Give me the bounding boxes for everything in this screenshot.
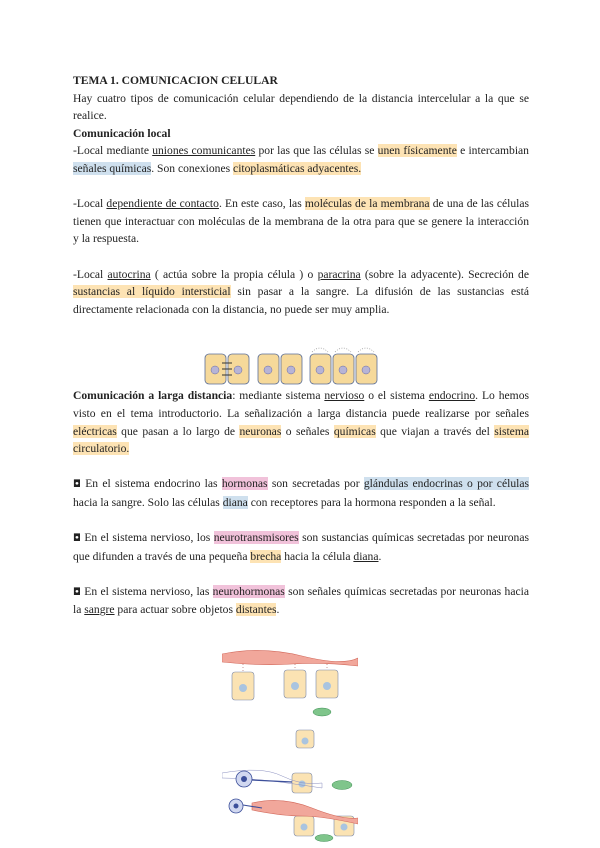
paragraph-contact: -Local dependiente de contacto. En este caso, las moléculas de la membrana de una de las células tienen que interactuar con moléculas de la membrana de la otra para que se genere la interacción y la respuesta.	[73, 197, 530, 246]
page-title: TEMA 1. COMUNICACION CELULAR	[73, 74, 278, 87]
paragraph-autocrine-paracrine: -Local autocrina ( actúa sobre la propia célula ) o paracrina (sobre la adyacente). Secreción de sustancias al líquido intersticial sin pasar a la sangre. La difusión de las sustancias está directamente relacionada con la distancia, no puede ser muy amplia.	[73, 267, 529, 316]
section-heading-local: Comunicación local	[73, 126, 171, 140]
bullet-neurohormones: ◘ En el sistema nervioso, las neurohormonas son señales químicas secretadas por neuronas hacia la sangre para actuar sobre objetos distantes.	[73, 584, 529, 617]
bullet-icon: ◘	[73, 533, 81, 545]
bullet-icon: ◘	[73, 479, 81, 491]
paragraph-long-distance: Comunicación a larga distancia: mediante sistema nervioso o el sistema endocrino. Lo hemos visto en el tema introductorio. La señalización a larga distancia puede realizarse por señales eléctricas que pasan a lo largo de neuronas o señales químicas que viajan a través del sistema circulatorio.	[73, 389, 530, 456]
bullet-neurotransmitters: ◘ En el sistema nervioso, los neurotransmisores son sustancias químicas secretadas por neuronas que difunden a través de una pequeña brecha hacia la célula diana.	[73, 531, 529, 563]
bullet-endocrine: ◘ En el sistema endocrino las hormonas son secretadas por glándulas endocrinas o por células hacia la sangre. Solo las células diana con receptores para la hormona responden a la señal.	[73, 477, 530, 509]
bullet-icon: ◘	[73, 586, 81, 598]
local-communication-figure	[204, 345, 384, 387]
long-distance-communication-figure	[222, 648, 358, 842]
intro-paragraph: Hay cuatro tipos de comunicación celular dependiendo de la distancia intercelular a la que se realice.	[73, 91, 529, 123]
paragraph-gap-junctions: -Local mediante uniones comunicantes por las que las células se unen físicamente e intercambian señales químicas. Son conexiones citoplasmáticas adyacentes.	[73, 144, 529, 175]
